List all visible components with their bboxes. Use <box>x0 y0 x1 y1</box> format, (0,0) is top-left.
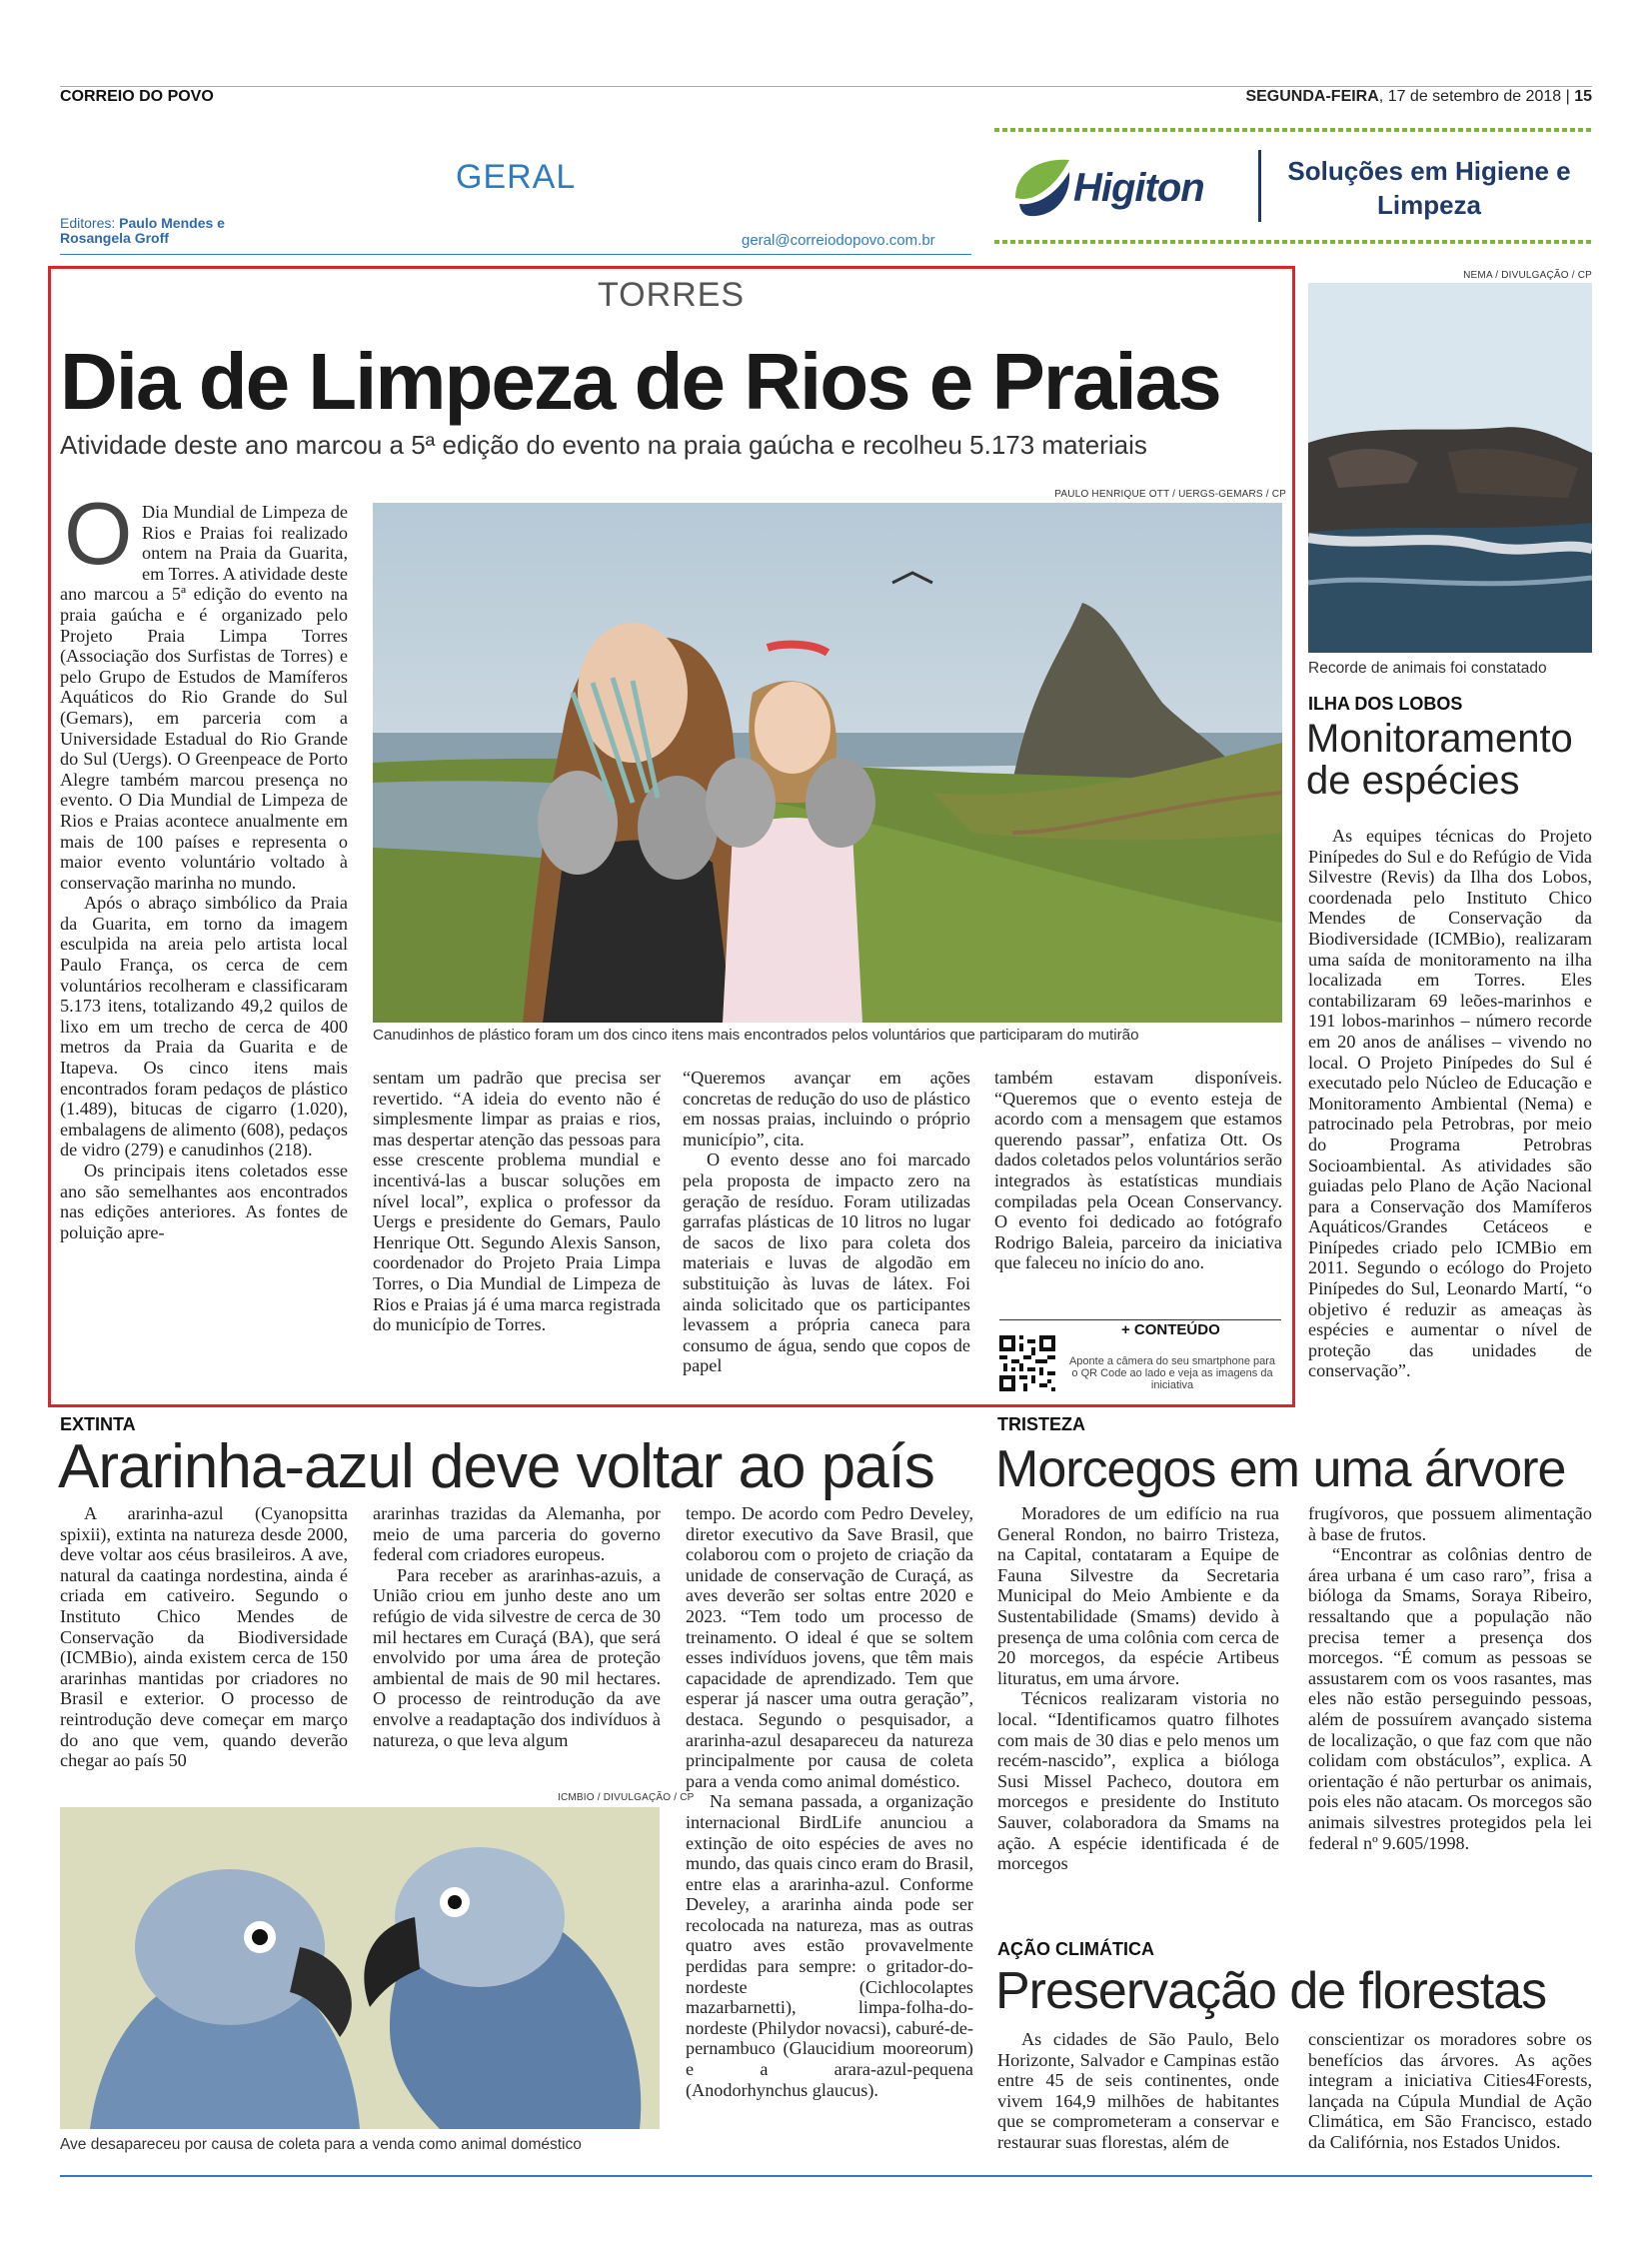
morcegos-headline: Morcegos em uma árvore <box>995 1440 1566 1498</box>
ararinha-col-3-p1: tempo. De acordo com Pedro Develey, diretor executivo da Save Brasil, que colaborou com o projeto de criação da unidade de conservação de Curaçá, as aves deverão ser soltas entre 2020 e 2023. “Tem todo um processo de treinamento. O ideal é que se soltem esses indivíduos jovens, que têm mais capacidade de aprendizado. Tem que esperar já nascer uma outra geração”, destaca. Segundo o pesquisador, a ararinha-azul desapareceu da natureza principalmente por causa de coleta para a venda como animal doméstico. <box>686 1503 973 1791</box>
main-photo-caption: Canudinhos de plástico foram um dos cinco itens mais encontrados pelos voluntários que participaram do mutirão <box>373 1027 1139 1044</box>
sidebar-headline-1: Monitoramento <box>1306 717 1573 761</box>
morcegos-col-2-p2: “Encontrar as colônias dentro de área urbana é um caso raro”, frisa a bióloga da Smams, Soraya Ribeiro, ressaltando que a população não precisa temer a presença dos morcegos. “É comum as pessoas se assustarem com os voos rasantes, mas eles não estão perseguindo pessoas, além de possuírem avançado sistema de localização, o que faz com que não colidam com obstáculos”, explica. A orientação é não perturbar os animais, pois eles não atacam. Os morcegos são animais silvestres protegidos pela lei federal nº 9.605/1998. <box>1308 1544 1592 1853</box>
morcegos-col-1-p2: Técnicos realizaram vistoria no local. “Identificamos quatro filhotes com mais de 30 dias e pelo menos um recém-nascido”, explica a bióloga Susi Missel Pacheco, doutora em morcegos e presidente do Instituto Sauver, colaboradora da Smams na ação. A espécie identificada é de morcegos <box>997 1688 1279 1874</box>
ad-tagline-1: Soluções em Higiene e <box>1287 156 1571 186</box>
date: , 17 de setembro de 2018 | <box>1378 88 1570 105</box>
page-bottom-rule <box>60 2175 1592 2177</box>
florestas-col-2-text: conscientizar os moradores sobre os benefícios das árvores. As ações integram a iniciativa Cities4Forests, lançada na Cúpula Mundial de Ação Climática, em São Francisco, estado da Califórnia, nos Estados Unidos. <box>1308 2029 1592 2152</box>
ararinha-photo <box>60 1807 660 2129</box>
ararinha-col-2-p1: ararinhas trazidas da Alemanha, por meio de uma parceria do governo federal com criadores europeus. <box>373 1503 661 1565</box>
morcegos-col-1-p1: Moradores de um edifício na rua General Rondon, no bairro Tristeza, na Capital, contataram a Equipe de Fauna Silvestre da Secretaria Municipal do Meio Ambiente e da Sustentabilidade (Smams) devido à presença de uma colônia com cerca de 20 morcegos, da espécie Artibeus lituratus, em uma árvore. <box>997 1503 1279 1688</box>
main-photo <box>373 503 1282 1023</box>
main-headline: Dia de Limpeza de Rios e Praias <box>60 337 1220 426</box>
qr-instruction: Aponte a câmera do seu smartphone para o QR Code ao lado e veja as imagens da iniciativa <box>1068 1355 1276 1391</box>
editors-names-2: Rosangela Groff <box>60 230 169 246</box>
main-col-3-p2: O evento desse ano foi marcado pela proposta de impacto zero na geração de resíduo. Foram utilizadas garrafas plásticas de 10 litros no lugar de sacos de lixo para coleta dos materiais e luvas de algodão em substituição às luvas de látex. Foi ainda solicitado que os participantes levassem a própria caneca para consumo de água, sendo que copos de papel <box>683 1149 970 1376</box>
morcegos-col-2 <box>1308 1503 1592 1921</box>
ad-top-stripe <box>994 128 1592 132</box>
main-col-1 <box>60 502 348 1401</box>
florestas-col-1 <box>997 2029 1279 2169</box>
morcegos-col-2-p1: frugívoros, que possuem alimentação à base de frutos. <box>1308 1503 1592 1544</box>
editors <box>60 216 225 246</box>
editors-names-1: Paulo Mendes e <box>119 215 225 231</box>
section-name: GERAL <box>456 158 577 196</box>
florestas-col-1-text: As cidades de São Paulo, Belo Horizonte, Salvador e Campinas estão entre 45 de seis continentes, onde vivem 164,9 milhões de habitantes que se comprometeram a conservar e restaurar suas florestas, além de <box>997 2029 1279 2152</box>
main-col-1-lead: Dia Mundial de Limpeza de Rios e Praias foi realizado ontem na Praia da Guarita, em Torres. A atividade deste ano marcou a 5ª edição do evento na praia gaúcha e é organizado pelo Projeto Praia Limpa Torres (Associação dos Surfistas de Torres) e pelo Grupo de Estudos de Mamíferos Aquáticos do Rio Grande do Sul (Gemars), em parceria com a Universidade Estadual do Rio Grande do Sul (Uergs). O Greenpeace de Porto Alegre também marcou presença no evento. O Dia Mundial de Limpeza de Rios e Praias acontece anualmente em mais de 100 países e representa o maior evento voluntário voltado à conservação marinha no mundo. <box>60 502 348 893</box>
brand-name: Higiton <box>1073 166 1204 210</box>
florestas-headline: Preservação de florestas <box>995 1962 1547 2020</box>
ararinha-col-3 <box>686 1503 973 2171</box>
sidebar-photo-credit: NEMA / DIVULGAÇÃO / CP <box>1463 270 1592 281</box>
main-col-2 <box>373 1068 661 1401</box>
ararinha-col-2 <box>373 1503 661 1785</box>
weekday: SEGUNDA-FEIRA <box>1245 88 1379 105</box>
masthead-rule <box>60 86 1592 87</box>
ad-tagline-2: Limpeza <box>1376 190 1482 220</box>
section-email[interactable]: geral@correiodopovo.com.br <box>742 232 935 249</box>
morcegos-col-1 <box>997 1503 1279 1921</box>
ararinha-col-1 <box>60 1503 348 1789</box>
sidebar-body-text: As equipes técnicas do Projeto Pinípedes do Sul e do Refúgio de Vida Silvestre (Revis) da Ilha dos Lobos, coordenada pelo Instituto Chico Mendes de Conservação da Biodiversidade (ICMBio), realizaram uma saída de monitoramento na ilha localizada em Torres. Eles contabilizaram 69 leões-marinhos e 191 lobos-marinhos – número recorde em 20 anos de análises – vivendo no local. O Projeto Pinípedes do Sul é executado pelo Núcleo de Educação e Monitoramento Ambiental (Nema) e patrocinado pela Petrobras, por meio do Programa Petrobras Socioambiental. As atividades são guiadas pelo Plano de Ação Nacional para a Conservação dos Mamíferos Aquáticos/Grandes Cetáceos e Pinípedes criado pelo ICMBio em 2011. Segundo o ecólogo do Projeto Pinípedes do Sul, Leonardo Martí, “o objetivo é reduzir as ameaças às espécies e aumentar o nível de proteção das unidades de conservação”. <box>1308 826 1592 1381</box>
sidebar-kicker: ILHA DOS LOBOS <box>1308 694 1463 714</box>
ararinha-col-1-text: A ararinha-azul (Cyanopsitta spixii), extinta na natureza desde 2000, deve voltar aos céus brasileiros. A ave, natural da caatinga nordestina, ainda é criada em cativeiro. Segundo o Instituto Chico Mendes de Conservação da Biodiversidade (ICMBio), ainda existem cerca de 150 ararinhas mantidas por criadores no Brasil e exterior. O processo de reintrodução deve começar em março do ano que vem, quando deverão chegar ao país 50 <box>60 1503 348 1771</box>
higiton-logo[interactable] <box>1009 150 1239 226</box>
paper-name: CORREIO DO POVO <box>60 88 214 105</box>
ararinha-photo-credit: ICMBIO / DIVULGAÇÃO / CP <box>558 1792 695 1803</box>
sidebar-headline <box>1306 718 1573 802</box>
main-col-1-p3: Os principais itens coletados esse ano são semelhantes aos encontrados nas edições anteriores. As fontes de poluição apre- <box>60 1160 348 1242</box>
ad-divider <box>1258 150 1261 222</box>
main-col-1-p2: Após o abraço simbólico da Praia da Guarita, em torno da imagem esculpida na areia pelo artista local Paulo França, os cerca de cem voluntários recolheram e classificaram 5.173 itens, totalizando 49,2 quilos de lixo em um trecho de cerca de 400 metros da Praia da Guarita e de Itapeva. Os cinco itens mais encontrados foram pedaços de plástico (1.489), bitucas de cigarro (1.020), embalagens de alimento (608), pedaços de vidro (279) e canudinhos (218). <box>60 893 348 1160</box>
qr-code[interactable] <box>999 1335 1055 1391</box>
main-photo-credit: PAULO HENRIQUE OTT / UERGS-GEMARS / CP <box>1054 489 1286 500</box>
main-kicker: TORRES <box>598 276 746 314</box>
florestas-kicker: AÇÃO CLIMÁTICA <box>997 1939 1154 1959</box>
sidebar-photo-caption: Recorde de animais foi constatado <box>1308 660 1547 677</box>
sidebar-headline-2: de espécies <box>1306 759 1520 803</box>
ararinha-kicker: EXTINTA <box>60 1414 136 1434</box>
morcegos-kicker: TRISTEZA <box>997 1414 1085 1434</box>
ararinha-col-3-p2: Na semana passada, a organização internacional BirdLife anunciou a extinção de oito espécies de aves no mundo, das quais cinco eram do Brasil, entre elas a ararinha-azul. Conforme Develey, a ararinha ainda pode ser recolocada na natureza, mas as outras quatro aves estão provavelmente perdidas para sempre: o gritador-do-nordeste (Cichlocolaptes mazarbarnetti), limpa-folha-do-nordeste (Philydor novacsi), caburé-de-pernambuco (Glaucidium mooreorum) e a arara-azul-pequena (Anodorhynchus glaucus). <box>686 1791 973 2100</box>
editors-label: Editores: <box>60 215 116 231</box>
sidebar-body <box>1308 826 1592 1395</box>
higiton-leaf-icon <box>1009 154 1079 224</box>
main-col-4-text: também estavam disponíveis. “Queremos que o evento esteja de acordo com a mensagem que estamos querendo passar”, enfatiza Ott. Os dados coletados pelos voluntários serão integrados às estatísticas mundiais compiladas pela Ocean Conservancy. O evento foi dedicado ao fotógrafo Rodrigo Baleia, parceiro da iniciativa que faleceu no início do ano. <box>994 1068 1282 1273</box>
main-col-4 <box>994 1068 1282 1309</box>
ararinha-col-2-p2: Para receber as ararinhas-azuis, a União criou em junho deste ano um refúgio de vida silvestre de cerca de 30 mil hectares em Curaçá (BA), que será envolvido por uma área de proteção ambiental de mais de 90 mil hectares. O processo de reintrodução da ave envolve a readaptação dos indivíduos à natureza, o que leva algum <box>373 1564 661 1750</box>
sidebar-photo <box>1308 283 1592 653</box>
page-number: 15 <box>1574 88 1592 105</box>
main-col-3 <box>683 1068 970 1401</box>
ad-bottom-stripe <box>994 240 1592 244</box>
section-rule <box>60 254 971 255</box>
main-subhead: Atividade deste ano marcou a 5ª edição do evento na praia gaúcha e recolheu 5.173 materiais <box>60 430 1147 460</box>
issue-date <box>1245 88 1592 106</box>
conteudo-rule <box>999 1319 1281 1320</box>
drop-cap: O <box>64 484 133 583</box>
main-col-2-text: sentam um padrão que precisa ser revertido. “A ideia do evento não é simplesmente limpar as praias e rios, mas despertar atenção das pessoas para esse crescente problema mundial e incentivá-las a buscar soluções em nível local”, explica o professor da Uergs e presidente do Gemars, Paulo Henrique Ott. Segundo Alexis Sanson, coordenador do Projeto Praia Limpa Torres, o Dia Mundial de Limpeza de Rios e Praias já é uma marca registrada do município de Torres. <box>373 1068 661 1335</box>
ararinha-photo-caption: Ave desapareceu por causa de coleta para a venda como animal doméstico <box>60 2136 582 2153</box>
florestas-col-2 <box>1308 2029 1592 2169</box>
ararinha-headline: Ararinha-azul deve voltar ao país <box>58 1432 934 1501</box>
conteudo-label: + CONTEÚDO <box>1121 1321 1220 1338</box>
ad-tagline <box>1279 154 1579 222</box>
main-col-3-p1: “Queremos avançar em ações concretas de redução do uso de plástico em nossas praias, incluindo o próprio município”, cita. <box>683 1068 970 1149</box>
